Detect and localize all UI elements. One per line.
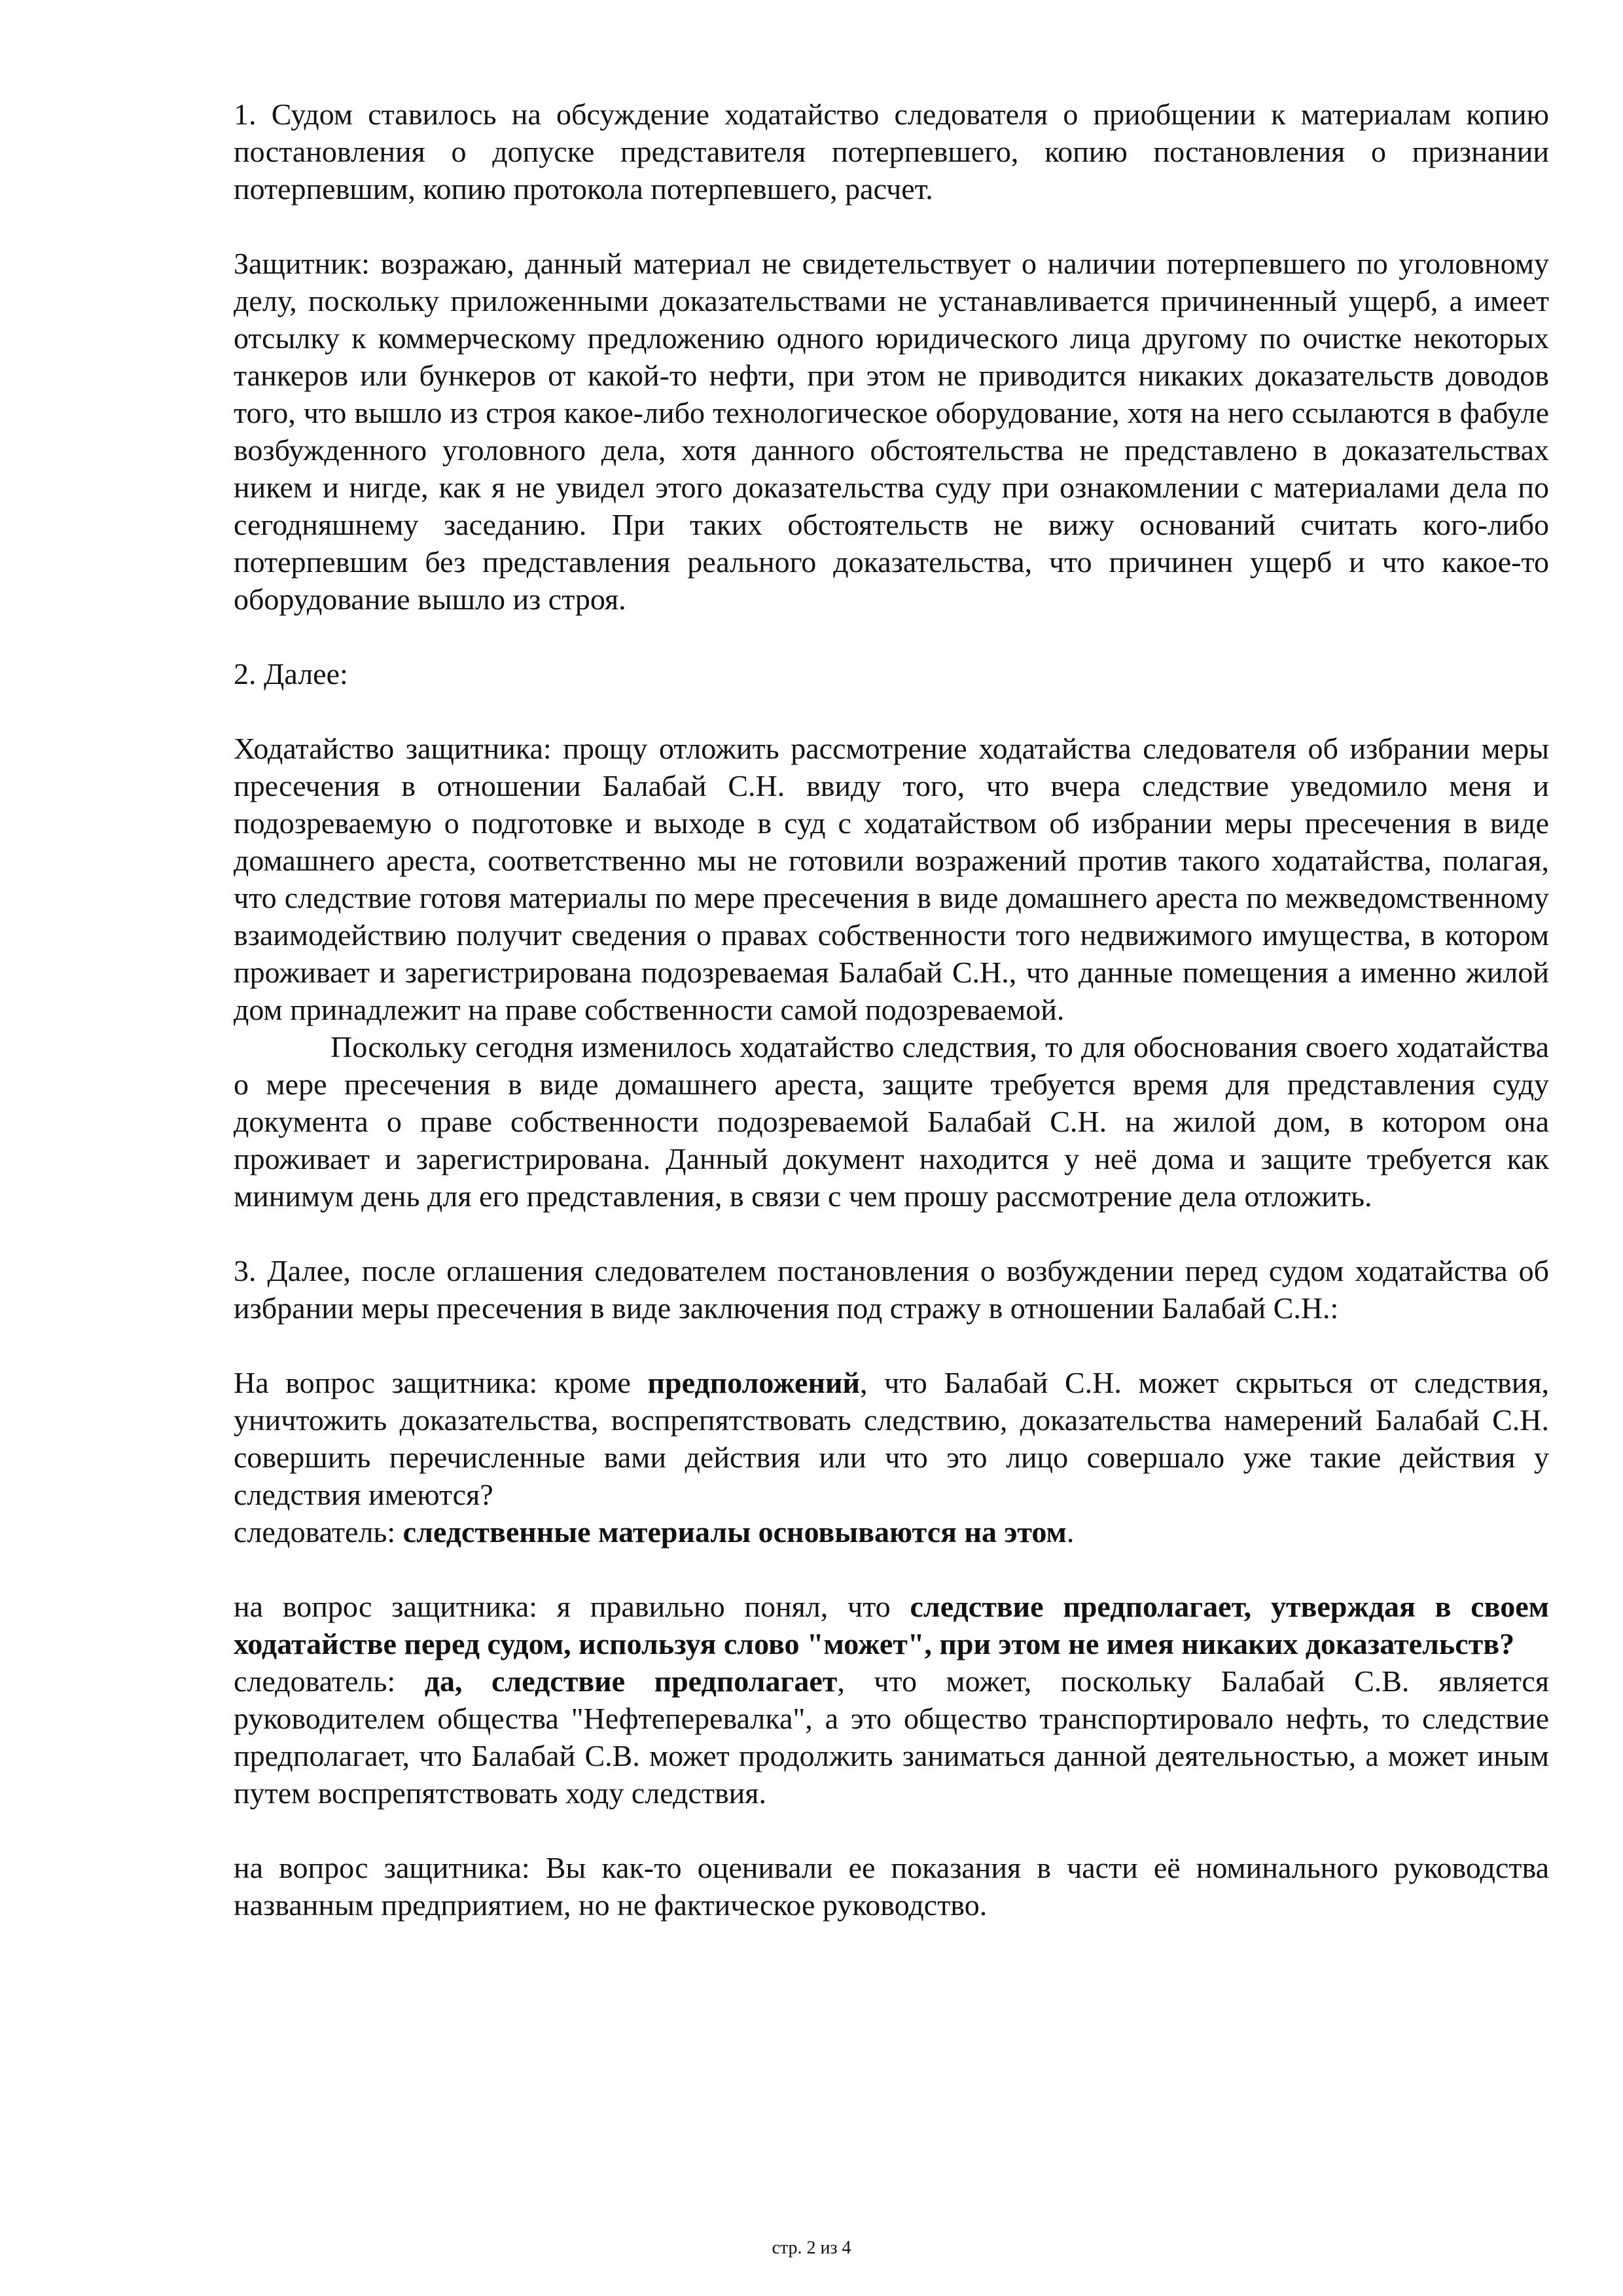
- paragraph-section-3-intro: 3. Далее, после оглашения следователем постановления о возбуждении перед судом ходатайства об избрании меры пресечения в виде заключения под стражу в отношении Балабай С.Н.:: [234, 1254, 1549, 1325]
- answer-1: [234, 1513, 1549, 1551]
- paragraph-defender-objection: Защитник: возражаю, данный материал не свидетельствует о наличии потерпевшего по уголовному делу, поскольку приложенными доказательствами не устанавливается причиненный ущерб, а имеет отсылку к коммерческому предложению одного юридического лица другому по очистке некоторых танкеров или бункеров от какой-то нефти, при этом не приводится никаких доказательств доводов того, что вышло из строя какое-либо технологическое оборудование, хотя на него ссылаются в фабуле возбужденного уголовного дела, хотя данного обстоятельства не представлено в доказательствах никем и нигде, как я не увидел этого доказательства суду при ознакомлении с материалами дела по сегодняшнему заседанию. При таких обстоятельств не вижу оснований считать кого-либо потерпевшим без представления реального доказательства, что причинен ущерб и что какое-то оборудование вышло из строя.: [234, 247, 1549, 616]
- answer-1-lead: следователь:: [234, 1515, 403, 1549]
- question-1-lead: На вопрос защитника: кроме: [234, 1366, 648, 1399]
- question-2-lead: на вопрос защитника: я правильно понял, что: [234, 1590, 910, 1623]
- answer-1-emphasis: следственные материалы основываются на этом: [402, 1515, 1067, 1549]
- question-1-rest: , что Балабай С.Н. может скрыться от следствия, уничтожить доказательства, воспрепятствовать следствию, доказательства намерений Балабай С.Н. совершить перечисленные вами действия или что это лицо совершало уже такие действия у следствия имеются?: [234, 1366, 1549, 1511]
- document-body: [234, 96, 1549, 1924]
- answer-1-rest: .: [1066, 1515, 1075, 1549]
- question-3: на вопрос защитника: Вы как-то оценивали ее показания в части её номинального руководства названным предприятием, но не фактическое руководство.: [234, 1851, 1549, 1922]
- paragraph-defender-motion: Ходатайство защитника: прощу отложить рассмотрение ходатайства следователя об избрании меры пресечения в отношении Балабай С.Н. ввиду того, что вчера следствие уведомило меня и подозреваемую о подготовке и выходе в суд с ходатайством об избрании меры пресечения в виде домашнего ареста, соответственно мы не готовили возражений против такого ходатайства, полагая, что следствие готовя материалы по мере пресечения в виде домашнего ареста по межведомственному взаимодействию получит сведения о правах собственности того недвижимого имущества, в котором проживает и зарегистрирована подозреваемая Балабай С.Н., что данные помещения а именно жилой дом принадлежит на праве собственности самой подозреваемой.: [234, 732, 1549, 1026]
- page-number: стр. 2 из 4: [772, 2238, 851, 2258]
- paragraph-defender-motion-continued: Поскольку сегодня изменилось ходатайство следствия, то для обоснования своего ходатайства о мере пресечения в виде домашнего ареста, защите требуется время для представления суду документа о праве собственности подозреваемой Балабай С.Н. на жилой дом, в котором она проживает и зарегистрирована. Данный документ находится у неё дома и защите требуется как минимум день для его представления, в связи с чем прошу рассмотрение дела отложить.: [234, 1030, 1549, 1213]
- question-2: [234, 1588, 1549, 1662]
- question-1: [234, 1364, 1549, 1513]
- answer-2-rest: , что может, поскольку Балабай С.В. является руководителем общества "Нефтеперевалка", а это общество транспортировало нефть, то следствие предполагает, что Балабай С.В. может продолжить заниматься данной деятельностью, а может иным путем воспрепятствовать ходу следствия.: [234, 1664, 1549, 1810]
- question-1-emphasis: предположений: [647, 1366, 860, 1399]
- answer-2: [234, 1662, 1549, 1812]
- question-2-emphasis: следствие предполагает, утверждая в своем ходатайстве перед судом, используя слово "может", при этом не имея никаких доказательств?: [234, 1590, 1549, 1660]
- paragraph-court-motion: 1. Судом ставилось на обсуждение ходатайство следователя о приобщении к материалам копию постановления о допуске представителя потерпевшего, копию постановления о признании потерпевшим, копию протокола потерпевшего, расчет.: [234, 98, 1549, 206]
- answer-2-lead: следователь:: [234, 1664, 425, 1698]
- paragraph-section-2-heading: 2. Далее:: [234, 657, 348, 691]
- answer-2-emphasis: да, следствие предполагает: [424, 1664, 838, 1698]
